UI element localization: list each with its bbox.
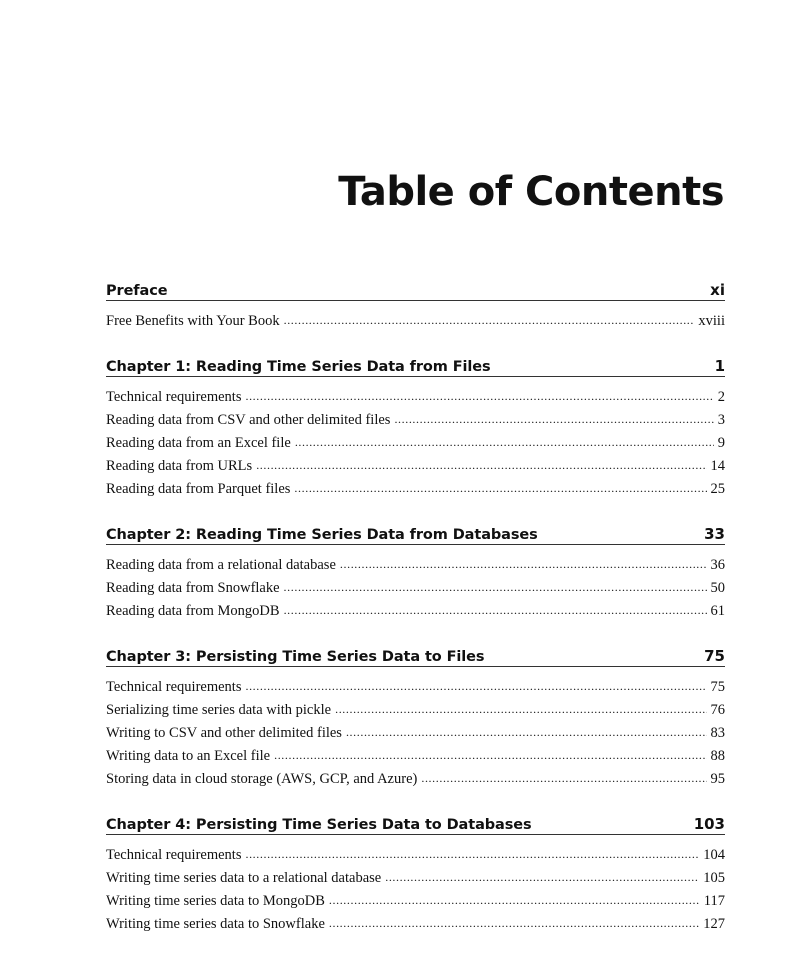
- toc-entry[interactable]: [106, 409, 725, 432]
- chapter-header[interactable]: [106, 811, 725, 835]
- toc-entry[interactable]: [106, 600, 725, 623]
- dot-leader: [294, 478, 706, 500]
- chapter-page-number: xi: [710, 281, 725, 299]
- entry-title: Writing time series data to a relational database: [106, 870, 382, 886]
- chapter-header[interactable]: [106, 353, 725, 377]
- entry-page-number: 3: [717, 412, 725, 428]
- entry-title: Reading data from an Excel file: [106, 435, 291, 451]
- dot-leader: [340, 554, 707, 576]
- dot-leader: [385, 867, 699, 889]
- toc-entry[interactable]: [106, 699, 725, 722]
- entry-page-number: xviii: [698, 313, 725, 329]
- entry-title: Technical requirements: [106, 389, 242, 405]
- page-title: Table of Contents: [338, 169, 724, 215]
- chapter-header[interactable]: [106, 643, 725, 667]
- entry-title: Writing to CSV and other delimited files: [106, 725, 342, 741]
- chapter-header[interactable]: [106, 521, 725, 545]
- toc-entry[interactable]: [106, 455, 725, 478]
- entry-title: Storing data in cloud storage (AWS, GCP, and Azure): [106, 771, 418, 787]
- chapter-title: Chapter 4: Persisting Time Series Data to Databases: [106, 817, 532, 833]
- entry-title: Reading data from CSV and other delimited files: [106, 412, 391, 428]
- entry-title: Writing time series data to MongoDB: [106, 893, 325, 909]
- chapter-title: Chapter 3: Persisting Time Series Data to Files: [106, 649, 485, 665]
- toc-entry[interactable]: [106, 676, 725, 699]
- entry-page-number: 14: [710, 458, 725, 474]
- dot-leader: [256, 455, 706, 477]
- chapter-title: Chapter 1: Reading Time Series Data from Files: [106, 359, 491, 375]
- toc-entry[interactable]: [106, 867, 725, 890]
- chapter-title: Chapter 2: Reading Time Series Data from Databases: [106, 527, 538, 543]
- entry-title: Writing time series data to Snowflake: [106, 916, 325, 932]
- dot-leader: [346, 722, 707, 744]
- dot-leader: [245, 386, 713, 408]
- entry-title: Reading data from Snowflake: [106, 580, 280, 596]
- entry-page-number: 83: [710, 725, 725, 741]
- entry-page-number: 9: [717, 435, 725, 451]
- entry-title: Writing data to an Excel file: [106, 748, 271, 764]
- entry-page-number: 127: [703, 916, 725, 932]
- entry-page-number: 104: [703, 847, 725, 863]
- entry-title: Free Benefits with Your Book: [106, 313, 280, 329]
- entry-title: Reading data from Parquet files: [106, 481, 291, 497]
- dot-leader: [284, 600, 707, 622]
- entry-page-number: 36: [710, 557, 725, 573]
- entry-page-number: 88: [710, 748, 725, 764]
- dot-leader: [335, 699, 706, 721]
- dot-leader: [329, 890, 700, 912]
- chapter-page-number: 33: [704, 525, 725, 543]
- chapter-page-number: 103: [693, 815, 725, 833]
- toc-entry[interactable]: [106, 890, 725, 913]
- toc-section-chapter-1: [106, 353, 725, 501]
- entry-page-number: 117: [703, 893, 725, 909]
- dot-leader: [245, 676, 706, 698]
- chapter-title: Preface: [106, 283, 168, 299]
- chapter-page-number: 75: [704, 647, 725, 665]
- entry-page-number: 76: [710, 702, 725, 718]
- toc-entry[interactable]: [106, 478, 725, 501]
- entry-title: Technical requirements: [106, 679, 242, 695]
- chapter-page-number: 1: [714, 357, 725, 375]
- toc-entry[interactable]: [106, 432, 725, 455]
- entry-title: Reading data from URLs: [106, 458, 253, 474]
- toc-section-chapter-2: [106, 521, 725, 623]
- toc-entry[interactable]: [106, 844, 725, 867]
- dot-leader: [394, 409, 713, 431]
- dot-leader: [329, 913, 699, 935]
- toc-entry[interactable]: [106, 768, 725, 791]
- dot-leader: [421, 768, 706, 790]
- toc-entry[interactable]: [106, 310, 725, 333]
- entry-page-number: 95: [710, 771, 725, 787]
- entry-page-number: 50: [710, 580, 725, 596]
- toc-entry[interactable]: [106, 745, 725, 768]
- toc-entry[interactable]: [106, 386, 725, 409]
- entry-title: Reading data from MongoDB: [106, 603, 280, 619]
- entry-title: Serializing time series data with pickle: [106, 702, 332, 718]
- entry-title: Technical requirements: [106, 847, 242, 863]
- entry-page-number: 61: [710, 603, 725, 619]
- toc-entry[interactable]: [106, 913, 725, 936]
- toc-section-chapter-3: [106, 643, 725, 791]
- entry-page-number: 25: [710, 481, 725, 497]
- dot-leader: [245, 844, 699, 866]
- toc-section-preface: [106, 277, 725, 333]
- table-of-contents: [106, 277, 725, 956]
- dot-leader: [284, 577, 707, 599]
- toc-entry[interactable]: [106, 577, 725, 600]
- toc-entry[interactable]: [106, 722, 725, 745]
- dot-leader: [284, 310, 695, 332]
- dot-leader: [295, 432, 714, 454]
- chapter-header[interactable]: [106, 277, 725, 301]
- toc-entry[interactable]: [106, 554, 725, 577]
- entry-page-number: 75: [710, 679, 725, 695]
- entry-page-number: 105: [703, 870, 725, 886]
- dot-leader: [274, 745, 706, 767]
- toc-section-chapter-4: [106, 811, 725, 936]
- entry-page-number: 2: [717, 389, 725, 405]
- entry-title: Reading data from a relational database: [106, 557, 336, 573]
